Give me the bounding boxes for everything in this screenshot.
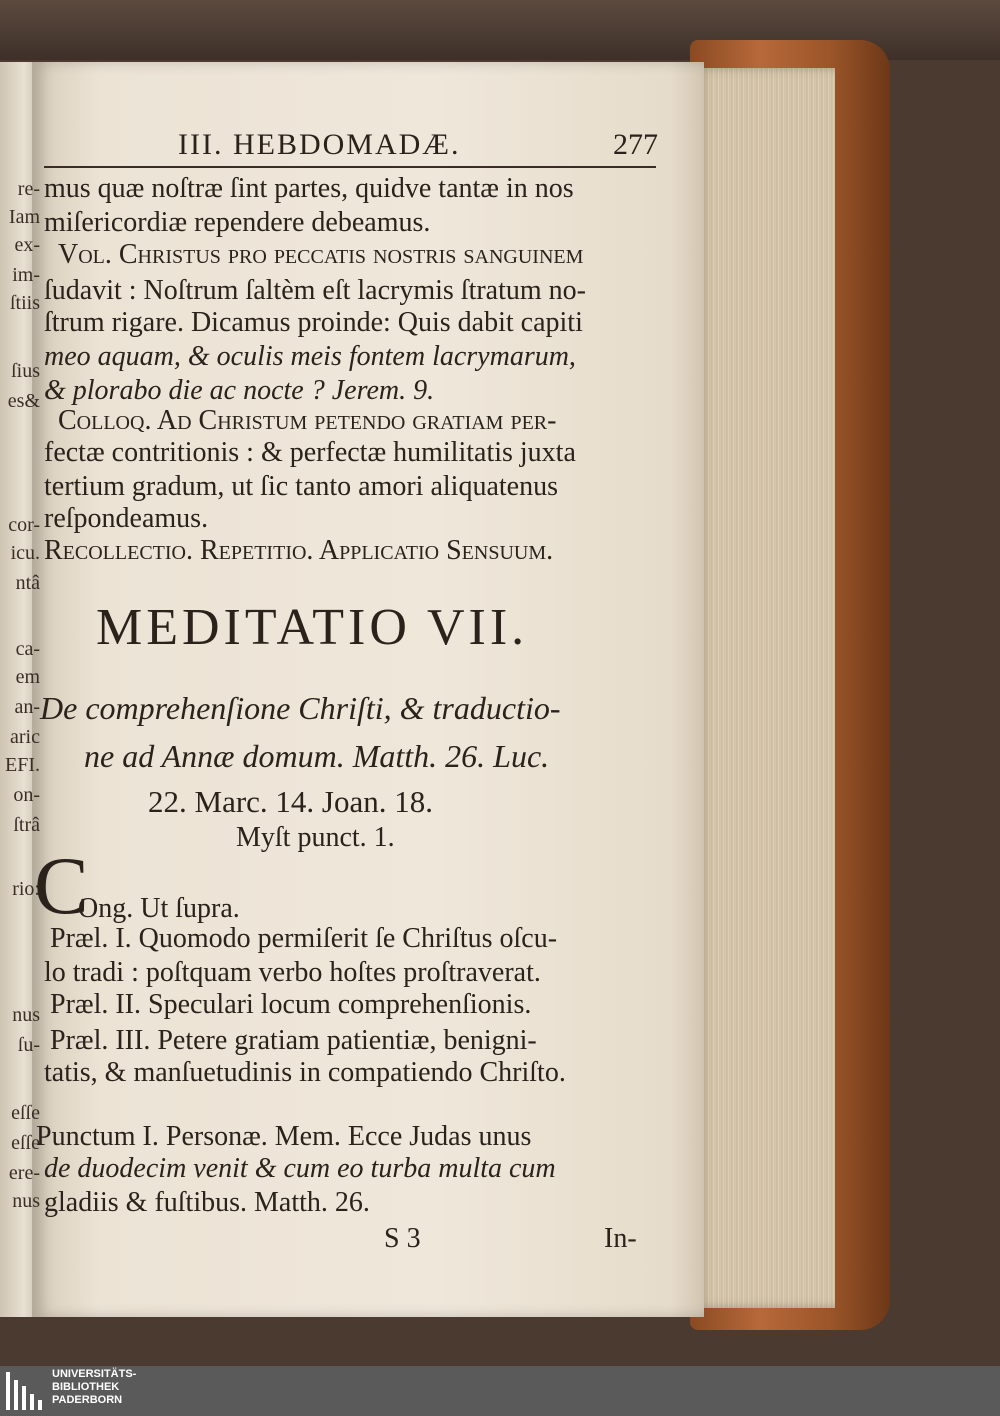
running-header (178, 128, 658, 164)
library-name-line: PADERBORN (52, 1394, 123, 1406)
library-logo-icon (6, 1372, 42, 1410)
margin-fragment: em (15, 666, 40, 688)
library-name-line: UNIVERSITÄTS- (52, 1368, 137, 1380)
text-line: & plorabo die ac nocte ? Jerem. 9. (44, 375, 435, 406)
cong-line: Ong. Ut ſupra. (78, 893, 240, 924)
text-line: meo aquam, & oculis meis fontem lacrymarum, (44, 341, 576, 372)
meditation-subtitle-3: 22. Marc. 14. Joan. 18. (148, 784, 433, 819)
text-line: Præl. II. Speculari locum comprehenſionis. (50, 989, 532, 1020)
meditation-subtitle-2: ne ad Annæ domum. Matth. 26. Luc. (84, 738, 550, 774)
text-line: Recollectio. Repetitio. Applicatio Sensuum. (44, 535, 554, 566)
margin-fragment: ſu- (17, 1034, 40, 1056)
punctum-line: gladiis & fuſtibus. Matth. 26. (44, 1187, 370, 1218)
text-line: reſpondeamus. (44, 503, 209, 534)
margin-fragment: nus (12, 1190, 40, 1212)
text-line: Vol. Chriſtus pro peccatis noſtris ſanguinem (58, 239, 584, 270)
drop-cap: C (34, 840, 89, 931)
margin-fragment: EFI. (5, 754, 40, 776)
punctum-line: de duodecim venit & cum eo turba multa cum (44, 1153, 556, 1184)
margin-fragment: aric (10, 726, 40, 748)
text-line: ſudavit : Noſtrum ſaltèm eſt lacrymis ſtratum no- (44, 275, 586, 306)
text-line: tatis, & manſuetudinis in compatiendo Chriſto. (44, 1057, 566, 1088)
signature-mark: S 3 (384, 1223, 421, 1254)
page-edges (695, 68, 835, 1308)
text-line: Præl. I. Quomodo permiſerit ſe Chriſtus oſcu- (50, 923, 558, 954)
text-line: ſtrum rigare. Dicamus proinde: Quis dabit capiti (44, 307, 583, 338)
text-line: tertium gradum, ut ſic tanto amori aliquatenus (44, 471, 558, 502)
library-name-line: BIBLIOTHEK (52, 1381, 120, 1393)
text-line: mus quæ noſtræ ſint partes, quidve tantæ in nos (44, 173, 574, 204)
margin-fragment: ſius (11, 360, 40, 382)
margin-fragment: ntâ (15, 572, 40, 594)
margin-fragment: im- (12, 264, 40, 286)
footer-bar (0, 1366, 1000, 1416)
header-title: III. HEBDOMADÆ. (178, 128, 461, 161)
meditation-subtitle-1: De comprehenſione Chriſti, & traductio- (40, 690, 561, 726)
text-line: Præl. III. Petere gratiam patientiæ, benigni- (50, 1025, 537, 1056)
catchword: In- (604, 1223, 637, 1254)
margin-fragment: ere- (8, 1162, 40, 1184)
margin-fragment: ſtrâ (13, 814, 40, 836)
margin-fragment: icu. (10, 542, 40, 564)
text-line: Colloq. Ad Chriſtum petendo gratiam per- (58, 405, 557, 436)
margin-fragment: nus (12, 1004, 40, 1026)
margin-fragment: Iam (8, 206, 40, 228)
margin-fragment: cor- (8, 514, 40, 536)
margin-fragment: ca- (15, 638, 40, 660)
text-line: lo tradi : poſtquam verbo hoſtes proſtraverat. (44, 957, 541, 988)
margin-fragment: an- (14, 696, 40, 718)
punctum-line: Punctum I. Personæ. Mem. Ecce Judas unus (36, 1121, 532, 1152)
header-rule (44, 166, 656, 168)
text-line: fectæ contritionis : & perfectæ humilitatis juxta (44, 437, 576, 468)
margin-fragment: re- (17, 178, 40, 200)
margin-fragment: eſſe (11, 1102, 40, 1124)
margin-fragment: es& (7, 390, 40, 412)
margin-fragment: ex- (14, 234, 40, 256)
page-number: 277 (613, 128, 658, 161)
library-name (52, 1368, 136, 1407)
text-line: miſericordiæ rependere debeamus. (44, 207, 431, 238)
margin-fragment: ſtiis (9, 292, 40, 314)
margin-fragment: rio: (12, 878, 40, 900)
meditation-title: MEDITATIO VII. (96, 599, 529, 656)
margin-fragment: eſſe (11, 1132, 40, 1154)
margin-fragment: on- (13, 784, 40, 806)
meditation-subtitle-4: Myſt punct. 1. (236, 822, 395, 853)
